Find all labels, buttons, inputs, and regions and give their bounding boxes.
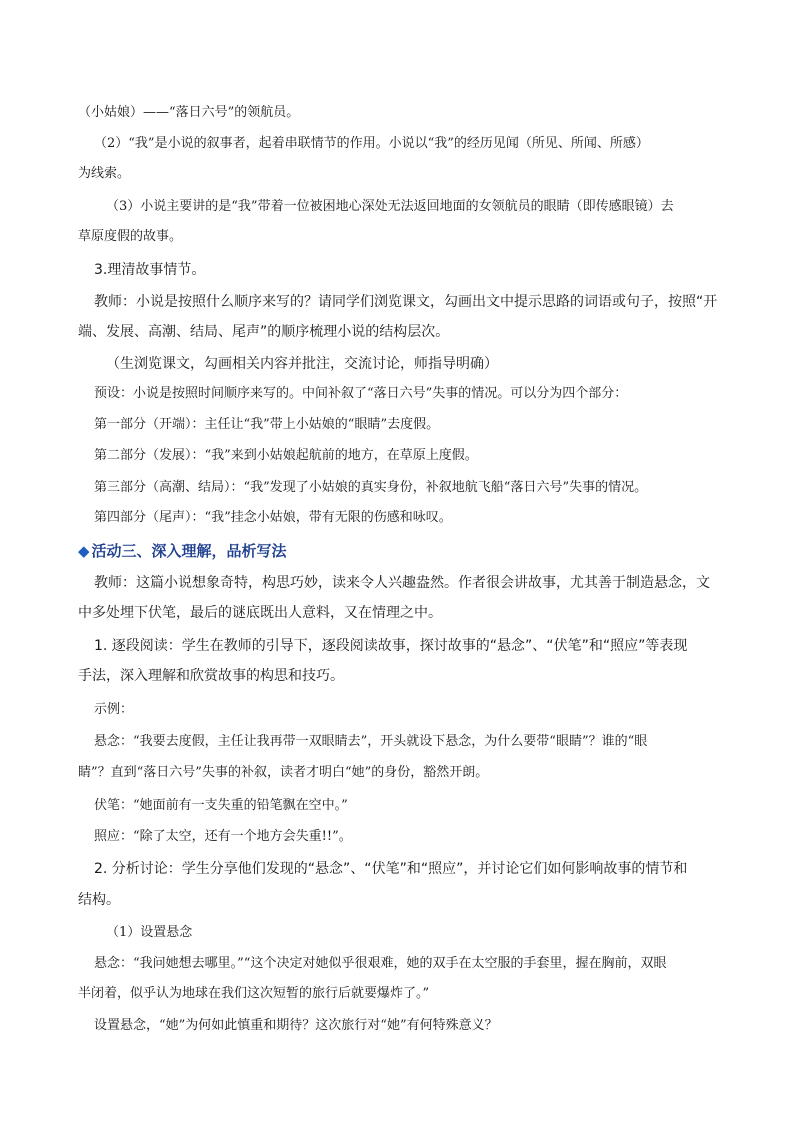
text-line: 半闭着，似乎认为地球在我们这次短暂的旅行后就要爆炸了。” bbox=[78, 986, 430, 1001]
text-line: 教师：小说是按照什么顺序来写的？请同学们浏览课文，勾画出文中提示思路的词语或句子，按照“开 bbox=[94, 294, 718, 310]
section-heading-text: 活动三、深入理解，品析写法 bbox=[91, 542, 287, 560]
text-line: 中多处埋下伏笔，最后的谜底既出人意料，又在情理之中。 bbox=[78, 605, 442, 621]
text-line: 睛”？直到“落日六号”失事的补叙，读者才明白“她”的身份，豁然开朗。 bbox=[78, 765, 489, 780]
text-line: 第三部分（高潮、结局）：“我”发现了小姑娘的真实身份，补叙地航飞船“落日六号”失事的情况。 bbox=[94, 480, 648, 495]
text-line: （3）小说主要讲的是“我”带着一位被困地心深处无法返回地面的女领航员的眼睛（即传感眼镜）去 bbox=[106, 199, 674, 214]
text-line: 教师：这篇小说想象奇特，构思巧妙，读来令人兴趣盎然。作者很会讲故事，尤其善于制造悬念，文 bbox=[94, 575, 710, 591]
text-line: （1）设置悬念 bbox=[106, 925, 193, 940]
text-line: 第四部分（尾声）：“我”挂念小姑娘，带有无限的伤感和咏叹。 bbox=[94, 510, 452, 525]
text-line: 预设：小说是按照时间顺序来写的。中间补叙了“落日六号”失事的情况。可以分为四个部分： bbox=[94, 386, 628, 401]
text-line: （2）“我”是小说的叙事者，起着串联情节的作用。小说以“我”的经历见闻（所见、所闻、所感） bbox=[94, 136, 649, 151]
section-heading bbox=[78, 540, 287, 561]
text-line: 结构。 bbox=[78, 892, 120, 908]
text-line: 悬念：“我要去度假，主任让我再带一双眼睛去”，开头就设下悬念，为什么要带“眼睛”？谁的“眼 bbox=[94, 734, 648, 749]
text-line: 第二部分（发展）：“我”来到小姑娘起航前的地方，在草原上度假。 bbox=[94, 448, 478, 463]
diamond-bullet-icon: ◆ bbox=[78, 542, 90, 560]
text-line: 2. 分析讨论：学生分享他们发现的“悬念”、“伏笔”和“照应”，并讨论它们如何影响故事的情节和 bbox=[94, 861, 688, 877]
text-line: 手法，深入理解和欣赏故事的构思和技巧。 bbox=[78, 668, 344, 684]
text-line: 端、发展、高潮、结局、尾声”的顺序梳理小说的结构层次。 bbox=[78, 324, 450, 340]
text-line: 为线索。 bbox=[78, 166, 131, 181]
text-line: 示例： bbox=[94, 702, 134, 717]
text-line: （小姑娘）——“落日六号”的领航员。 bbox=[78, 105, 300, 120]
text-line: （生浏览课文，勾画相关内容并批注，交流讨论，师指导明确） bbox=[106, 356, 498, 372]
text-line: 悬念：“我问她想去哪里。”“这个决定对她似乎很艰难，她的双手在太空服的手套里，握在胸前，双眼 bbox=[94, 956, 667, 971]
text-line: 设置悬念，“她”为何如此慎重和期待？这次旅行对“她”有何特殊意义？ bbox=[94, 1018, 498, 1033]
text-line: 1. 逐段阅读：学生在教师的引导下，逐段阅读故事，探讨故事的“悬念”、“伏笔”和“照应”等表现 bbox=[94, 638, 688, 654]
text-line: 草原度假的故事。 bbox=[78, 229, 183, 244]
text-line: 伏笔：“她面前有一支失重的铅笔飘在空中。” bbox=[94, 798, 348, 813]
text-line: 照应：“除了太空，还有一个地方会失重!!”。 bbox=[94, 829, 352, 844]
text-line: 3.理清故事情节。 bbox=[94, 262, 206, 278]
text-line: 第一部分（开端）：主任让“我”带上小姑娘的“眼睛”去度假。 bbox=[94, 417, 440, 432]
